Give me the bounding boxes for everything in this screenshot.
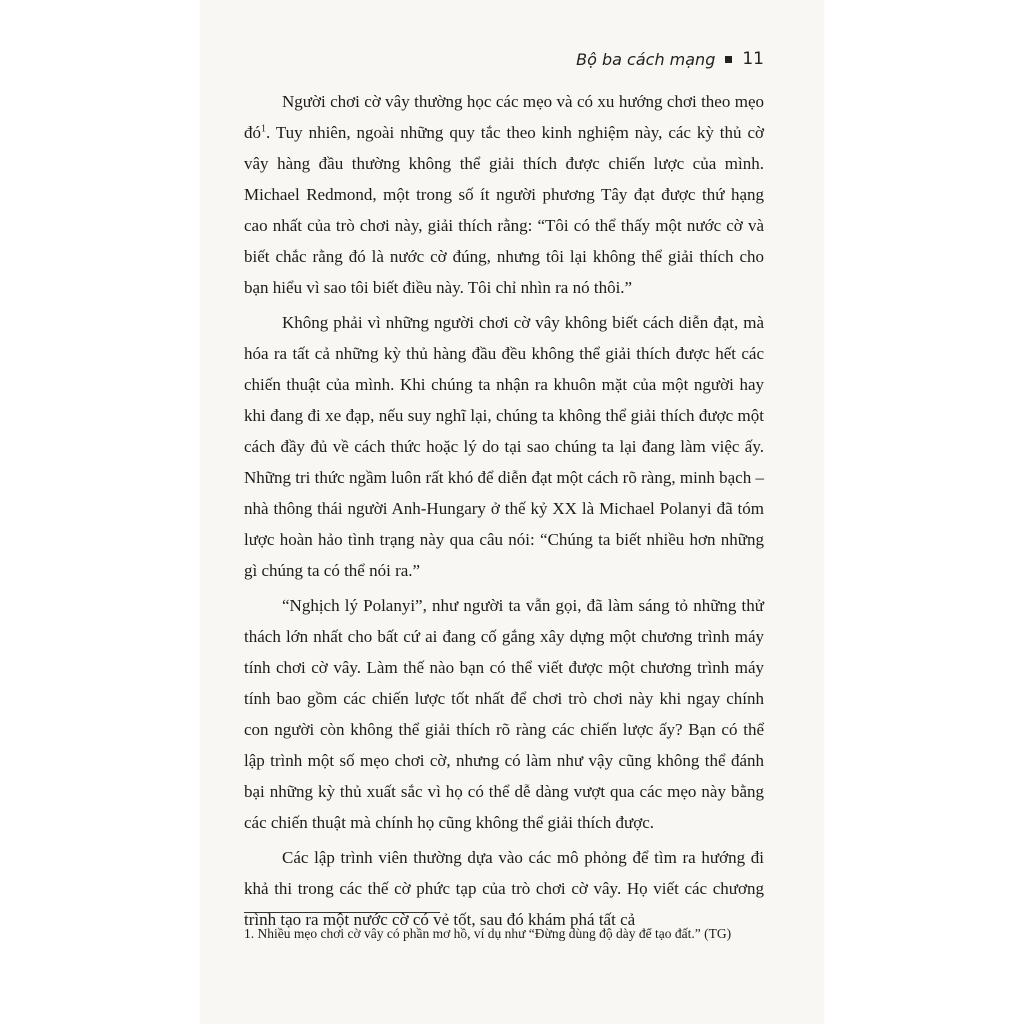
page-number: 11 — [742, 49, 764, 69]
paragraph-2: Không phải vì những người chơi cờ vây không biết cách diễn đạt, mà hóa ra tất cả những kỳ thủ hàng đầu đều không thể giải thích được hết các chiến thuật của mình. Khi chúng ta nhận ra khuôn mặt của một người hay khi đang đi xe đạp, nếu suy nghĩ lại, chúng ta không thể giải thích được một cách đầy đủ về cách thức hoặc lý do tại sao chúng ta lại đang làm việc ấy. Những tri thức ngầm luôn rất khó để diễn đạt một cách rõ ràng, minh bạch – nhà thông thái người Anh-Hungary ở thế kỷ XX là Michael Polanyi đã tóm lược hoàn hảo tình trạng này qua câu nói: “Chúng ta biết nhiều hơn những gì chúng ta có thể nói ra.” — [244, 313, 764, 580]
footnote-ref-1: 1 — [261, 123, 266, 135]
footnote-divider — [244, 912, 440, 913]
running-title: Bộ ba cách mạng — [576, 49, 716, 69]
body-text — [244, 86, 764, 939]
paragraph-1-rest: . Tuy nhiên, ngoài những quy tắc theo kinh nghiệm này, các kỳ thủ cờ vây hàng đầu thường không thể giải thích được chiến lược của mình. Michael Redmond, một trong số ít người phương Tây đạt được thứ hạng cao nhất của trò chơi này, giải thích rằng: “Tôi có thể thấy một nước cờ và biết chắc rằng đó là nước cờ đúng, nhưng tôi lại không thể giải thích cho bạn hiểu vì sao tôi biết điều này. Tôi chỉ nhìn ra nó thôi.” — [244, 123, 764, 297]
paragraph-1 — [244, 86, 764, 303]
book-page — [200, 0, 824, 1024]
paragraph-4: Các lập trình viên thường dựa vào các mô phỏng để tìm ra hướng đi khả thi trong các thế cờ phức tạp của trò chơi cờ vây. Họ viết các chương trình tạo ra một nước cờ có vẻ tốt, sau đó khám phá tất cả — [244, 848, 764, 929]
paragraph-1-start: Người chơi cờ vây thường học các mẹo và có xu hướng chơi theo mẹo đó — [244, 92, 764, 142]
running-header — [576, 49, 764, 69]
square-bullet-icon — [725, 56, 732, 63]
paragraph-3: “Nghịch lý Polanyi”, như người ta vẫn gọi, đã làm sáng tỏ những thử thách lớn nhất cho bất cứ ai đang cố gắng xây dựng một chương trình máy tính chơi cờ vây. Làm thế nào bạn có thể viết được một chương trình máy tính bao gồm các chiến lược tốt nhất để chơi trò chơi này khi ngay chính con người còn không thể giải thích rõ ràng các chiến lược ấy? Bạn có thể lập trình một số mẹo chơi cờ, nhưng có làm như vậy cũng không thể đánh bại những kỳ thủ xuất sắc vì họ có thể dễ dàng vượt qua các mẹo này bằng các chiến thuật mà chính họ cũng không thể giải thích được. — [244, 596, 764, 832]
footnote-1: 1. Nhiều mẹo chơi cờ vây có phần mơ hồ, ví dụ như “Đừng dùng độ dày để tạo đất.” (TG) — [244, 926, 732, 941]
